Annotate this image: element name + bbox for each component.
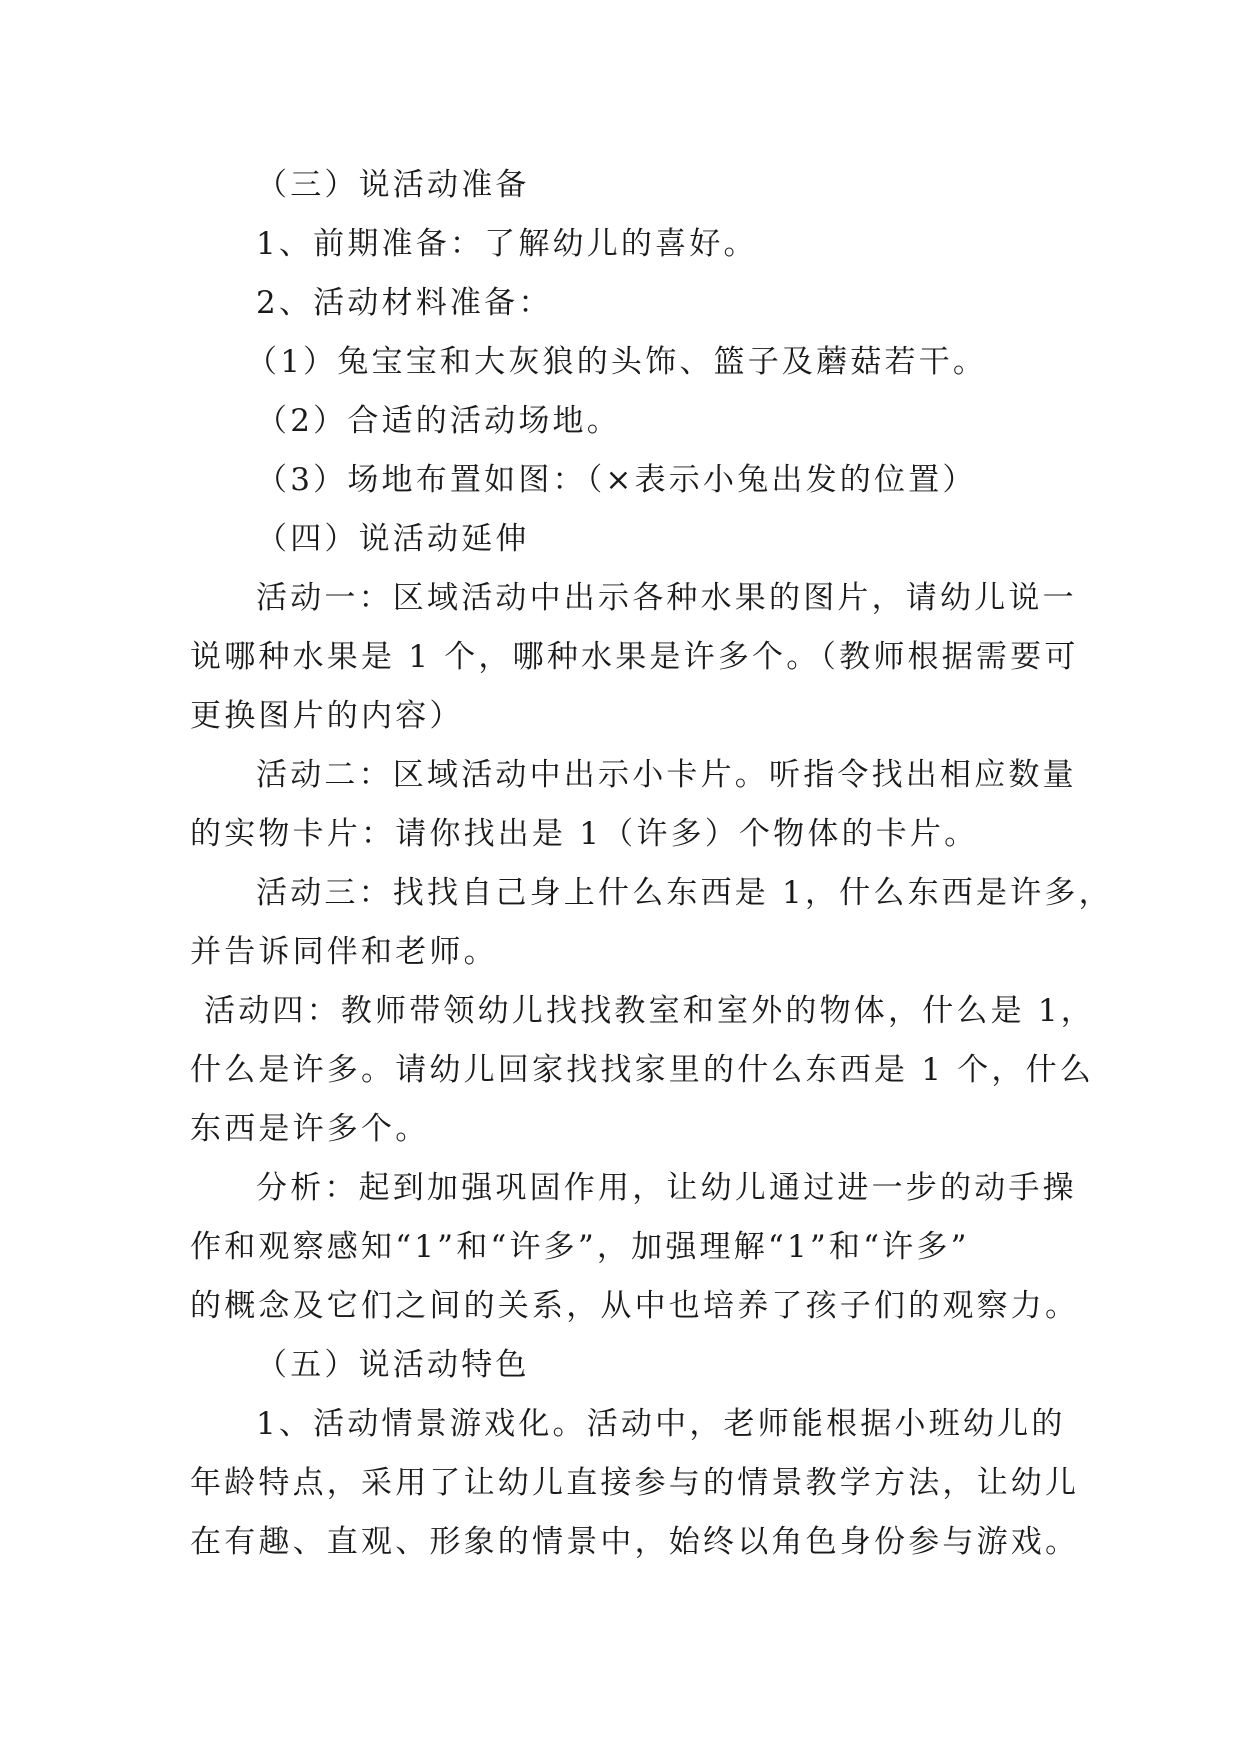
paragraph-line: 活动一：区域活动中出示各种水果的图片，请幼儿说一 bbox=[256, 580, 1077, 616]
paragraph-line: 的实物卡片：请你找出是 1（许多）个物体的卡片。 bbox=[190, 816, 979, 852]
paragraph-line: 更换图片的内容） bbox=[190, 698, 464, 734]
paragraph-line: （2）合适的活动场地。 bbox=[256, 403, 621, 439]
section-heading-features: （五）说活动特色 bbox=[256, 1347, 530, 1383]
paragraph-line: 说哪种水果是 1 个，哪种水果是许多个。（教师根据需要可 bbox=[190, 639, 1079, 675]
paragraph-line: 活动四：教师带领幼儿找找教室和室外的物体，什么是 1， bbox=[204, 993, 1095, 1029]
paragraph-line: （3）场地布置如图：（×表示小兔出发的位置） bbox=[256, 462, 977, 498]
paragraph-line: 的概念及它们之间的关系，从中也培养了孩子们的观察力。 bbox=[190, 1288, 1080, 1324]
paragraph-line: 在有趣、直观、形象的情景中，始终以角色身份参与游戏。 bbox=[190, 1524, 1080, 1560]
paragraph-line: 分析：起到加强巩固作用，让幼儿通过进一步的动手操 bbox=[256, 1170, 1077, 1206]
paragraph-line: 年龄特点，采用了让幼儿直接参与的情景教学方法，让幼儿 bbox=[190, 1465, 1080, 1501]
paragraph-line: 活动三：找找自己身上什么东西是 1，什么东西是许多， bbox=[256, 875, 1113, 911]
paragraph-line: 1、活动情景游戏化。活动中，老师能根据小班幼儿的 bbox=[256, 1406, 1066, 1442]
paragraph-line: 东西是许多个。 bbox=[190, 1111, 430, 1147]
paragraph-line: 什么是许多。请幼儿回家找找家里的什么东西是 1 个，什么 bbox=[190, 1052, 1095, 1088]
paragraph-line: 1、前期准备：了解幼儿的喜好。 bbox=[256, 226, 758, 262]
section-heading-preparation: （三）说活动准备 bbox=[256, 167, 530, 203]
paragraph-line: 作和观察感知“1”和“许多”，加强理解“1”和“许多” bbox=[190, 1229, 970, 1265]
paragraph-line: 2、活动材料准备： bbox=[256, 285, 553, 321]
section-heading-extension: （四）说活动延伸 bbox=[256, 521, 530, 557]
paragraph-line: 并告诉同伴和老师。 bbox=[190, 934, 498, 970]
paragraph-line: 活动二：区域活动中出示小卡片。听指令找出相应数量 bbox=[256, 757, 1077, 793]
paragraph-line: （1）兔宝宝和大灰狼的头饰、篮子及蘑菇若干。 bbox=[246, 344, 988, 380]
